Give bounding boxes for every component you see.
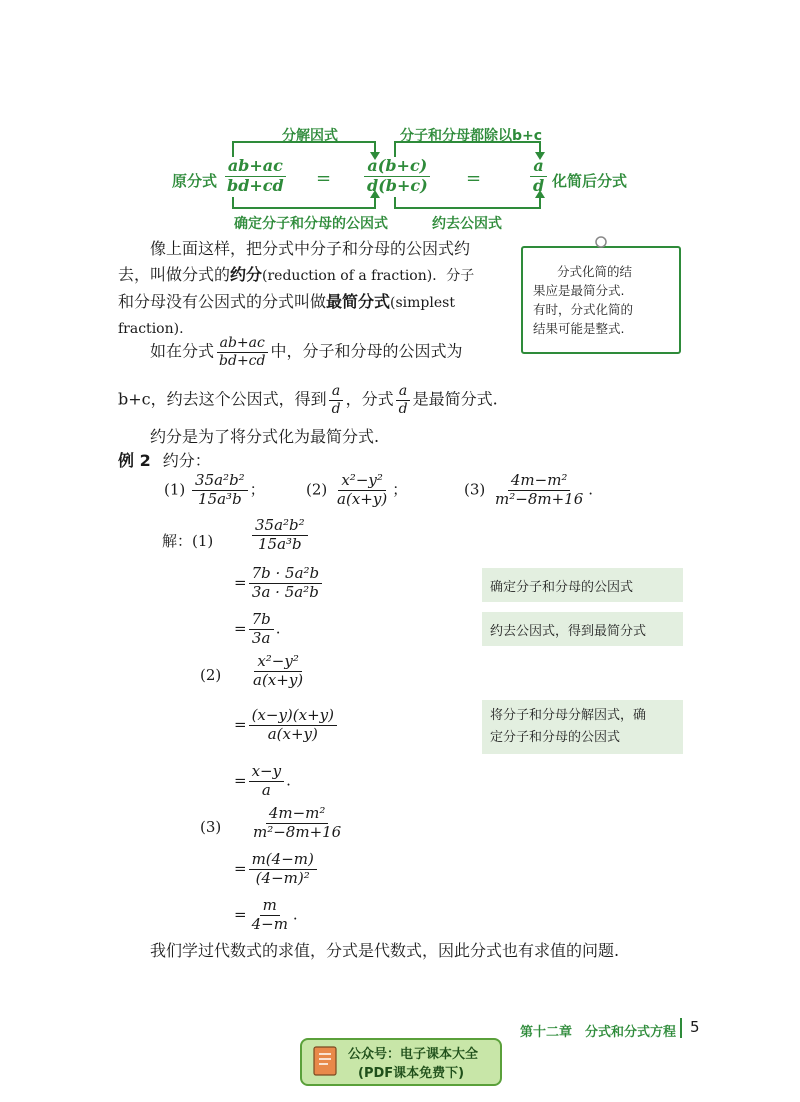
para2-text-c: b+c，约去这个公因式，得到 [118, 389, 327, 409]
diagram-cancel-label: 约去公因式 [432, 216, 502, 232]
solution-3-line-1 [248, 806, 346, 841]
s1-l3-den: 3a [251, 628, 271, 647]
problem-1 [164, 473, 265, 508]
solution-label [162, 530, 213, 551]
simplification-diagram-arrows [0, 0, 800, 240]
promo-line-1: 公众号：电子课本大全 [348, 1047, 479, 1062]
diagram-equals-2: = [466, 168, 482, 189]
problem-3 [464, 473, 593, 508]
page-number: 5 [690, 1018, 700, 1036]
definition-line-3-text: 和分母没有公因式的分式叫做 [118, 292, 327, 311]
s2-l1-den: a(x+y) [253, 670, 304, 689]
s3-l3-num: m [260, 898, 280, 916]
s1-l3-eq: = [234, 619, 247, 638]
solution-1-line-2 [234, 566, 324, 601]
para2-text-e: 是最简分式. [412, 389, 498, 409]
s1-l1-den: 15a³b [258, 534, 302, 553]
term-reduction: 约分 [230, 265, 263, 284]
s1-l1-num: 35a²b² [252, 518, 308, 536]
example-paragraph-line-2 [118, 384, 498, 416]
diagram-divide-label: 分子和分母都除以b+c [400, 128, 543, 144]
para2-frac2-den: d [331, 400, 341, 417]
solution-2-label: (2) [200, 666, 222, 684]
problem-3-sep: . [588, 480, 594, 499]
tip-line-2: 果应是最简分式. [533, 283, 625, 298]
s3-l2-den: (4−m)² [255, 868, 310, 887]
s2-l3-den: a [261, 780, 271, 799]
para2-text-d: ，分式 [345, 389, 394, 409]
s2-l2-num: (x−y)(x+y) [249, 708, 337, 726]
para2-frac3-num: a [396, 384, 410, 401]
tip-line-1: 分式化简的结 [557, 264, 633, 279]
definition-line-1: 像上面这样，把分式中分子和分母的公因式约 [150, 239, 471, 258]
diagram-frac1-den: bd+cd [227, 175, 284, 195]
problem-1-label: (1) [164, 480, 186, 499]
definition-line-2-english: (reduction of a fraction)．分子 [262, 268, 475, 284]
book-icon [312, 1045, 338, 1079]
evaluation-sentence: 我们学过代数式的求值，分式是代数式，因此分式也有求值的问题. [150, 941, 620, 960]
definition-line-4: fraction). [118, 321, 184, 337]
example-paragraph-line-1 [150, 336, 463, 368]
definition-line-3-english: (simplest [390, 295, 455, 311]
s3-l2-eq: = [234, 859, 247, 878]
definition-line-2-text: 去，叫做分式的 [118, 265, 231, 284]
para2-text-a: 如在分式 [150, 341, 215, 361]
diagram-original-label: 原分式 [172, 172, 218, 190]
solution-1-line-1 [250, 518, 310, 553]
problem-2-label: (2) [306, 480, 328, 499]
definition-line-3 [118, 289, 518, 316]
pin-icon [593, 234, 609, 250]
note-factor-both-line-2: 定分子和分母的公因式 [490, 730, 621, 745]
problem-3-den: m²−8m+16 [495, 489, 584, 508]
diagram-simplified-label: 化简后分式 [552, 172, 628, 190]
diagram-frac1-num: ab+ac [225, 158, 286, 177]
note-factor-both [482, 700, 683, 754]
s3-l3-dot: . [292, 905, 298, 924]
footer-divider [680, 1018, 682, 1038]
problem-1-num: 35a²b² [192, 473, 248, 491]
s2-l2-eq: = [234, 715, 247, 734]
solution-2-line-1 [248, 654, 308, 689]
tip-line-4: 结果可能是整式. [533, 321, 625, 336]
para2-frac2-num: a [329, 384, 343, 401]
solution-3-line-3 [234, 898, 298, 933]
diagram-fraction-factored [362, 158, 433, 195]
solution-3-line-2 [234, 852, 319, 887]
problem-2-num: x²−y² [338, 473, 386, 491]
promo-badge [300, 1038, 502, 1086]
problem-3-label: (3) [464, 480, 486, 499]
solution-1-line-3 [234, 612, 281, 647]
para2-frac-den: bd+cd [219, 352, 266, 369]
diagram-frac3-den: d [533, 175, 545, 195]
problem-2-den: a(x+y) [337, 489, 388, 508]
solution-2-line-2 [234, 708, 339, 743]
para2-frac-num: ab+ac [217, 336, 268, 353]
problem-1-sep: ； [249, 480, 265, 499]
solution-label-text: 解： [162, 532, 193, 550]
solution-3-label: (3) [200, 818, 222, 836]
diagram-fraction-original [222, 158, 289, 195]
s2-l3-dot: . [286, 771, 291, 790]
s3-l1-den: m²−8m+16 [253, 822, 342, 841]
diagram-frac2-num: a(b+c) [364, 158, 430, 177]
s2-l1-num: x²−y² [254, 654, 302, 672]
diagram-fraction-simplified [528, 158, 549, 195]
diagram-equals-1: = [316, 168, 332, 189]
s1-l2-num: 7b · 5a²b [249, 566, 323, 584]
s1-l2-den: 3a · 5a²b [251, 582, 319, 601]
note-cancel-factor: 约去公因式，得到最简分式 [482, 612, 683, 646]
s1-l2-eq: = [234, 573, 247, 592]
solution-1-label: (1) [192, 532, 214, 550]
diagram-factor-label: 分解因式 [282, 128, 338, 144]
para2-text-b: 中，分子和分母的公因式为 [270, 341, 463, 361]
problem-2 [306, 473, 407, 508]
solution-2-line-3 [234, 764, 291, 799]
note-common-factor: 确定分子和分母的公因式 [482, 568, 683, 602]
s3-l1-num: 4m−m² [266, 806, 329, 824]
para2-frac3-den: d [398, 400, 408, 417]
note-factor-both-line-1: 将分子和分母分解因式，确 [490, 708, 647, 723]
tip-line-3: 有时，分式化简的 [533, 302, 634, 317]
example-label: 例 2 [118, 451, 151, 470]
s1-l3-num: 7b [249, 612, 274, 630]
s3-l3-eq: = [234, 905, 247, 924]
diagram-frac2-den: d(b+c) [367, 175, 428, 195]
problem-3-num: 4m−m² [508, 473, 571, 491]
purpose-sentence: 约分是为了将分式化为最简分式. [150, 427, 380, 446]
definition-line-2 [118, 262, 518, 289]
example-title: 约分： [162, 451, 211, 470]
problem-2-sep: ； [392, 480, 408, 499]
s2-l3-eq: = [234, 771, 247, 790]
diagram-frac3-num: a [530, 158, 546, 177]
s3-l3-den: 4−m [251, 914, 288, 933]
problem-1-den: 15a³b [198, 489, 242, 508]
s3-l2-num: m(4−m) [249, 852, 317, 870]
definition-paragraph [118, 236, 518, 342]
tip-box [521, 246, 681, 354]
s1-l3-dot: . [275, 619, 281, 638]
s2-l2-den: a(x+y) [267, 724, 318, 743]
promo-line-2: (PDF课本免费下) [358, 1066, 465, 1081]
s2-l3-num: x−y [249, 764, 285, 782]
diagram-common-factor-label: 确定分子和分母的公因式 [234, 216, 388, 232]
term-simplest-fraction: 最简分式 [326, 292, 391, 311]
chapter-title: 第十二章 分式和分式方程 [520, 1025, 677, 1040]
